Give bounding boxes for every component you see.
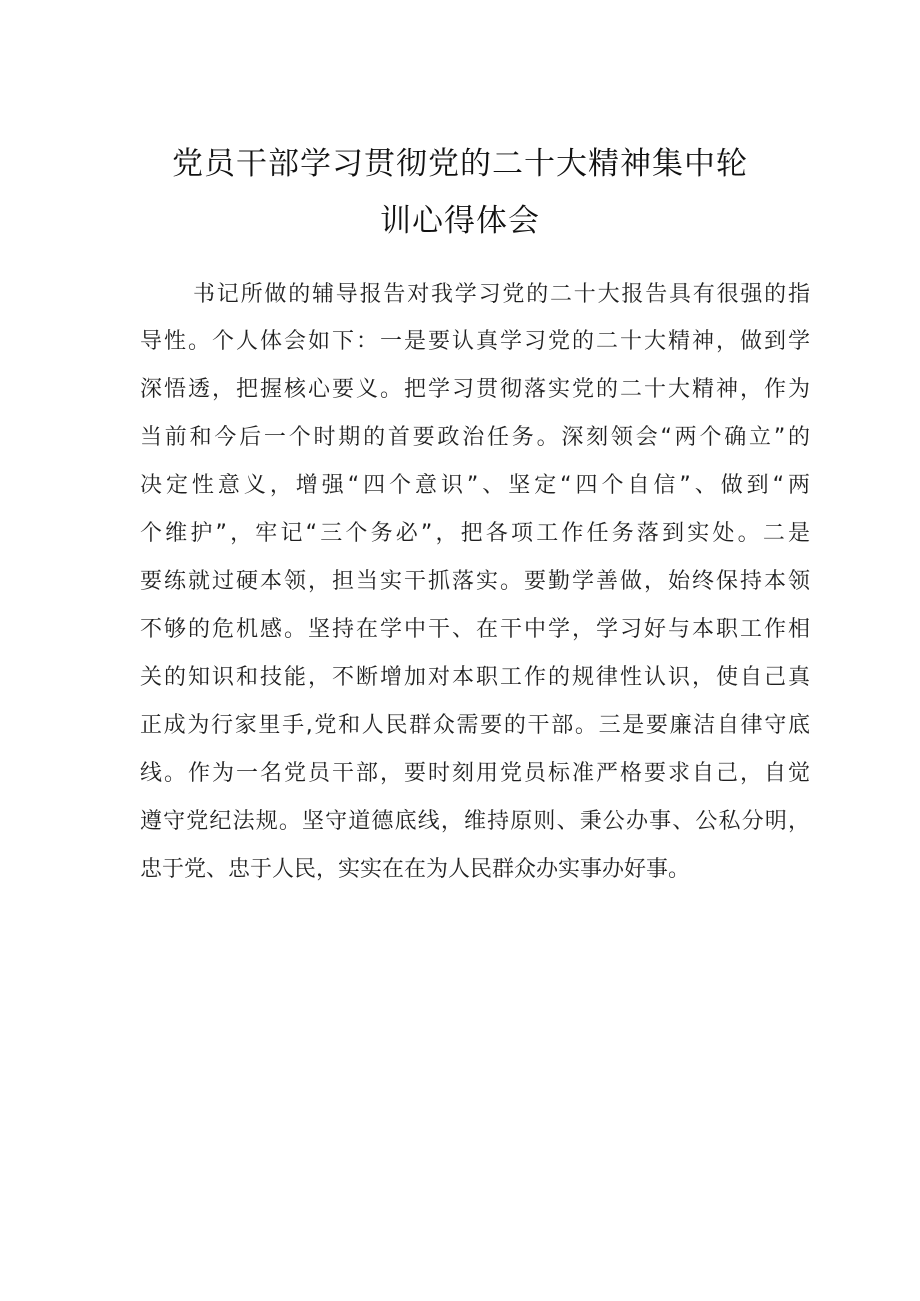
body-line: 书记所做的辅导报告对我学习党的二十大报告具有很强的指 xyxy=(193,282,810,307)
body-line: 不够的危机感。坚持在学中干、在干中学，学习好与本职工作相 xyxy=(140,617,810,642)
body-line: 忠于党、忠于人民，实实在在为人民群众办实事办好事。 xyxy=(140,857,691,882)
body-line: 个维护”，牢记“三个务必”，把各项工作任务落到实处。二是 xyxy=(140,521,810,546)
body-line: 线。作为一名党员干部，要时刻用党员标准严格要求自己，自觉 xyxy=(140,761,810,786)
document-title-line-2: 训心得体会 xyxy=(380,203,540,239)
body-line: 决定性意义，增强“四个意识”、坚定“四个自信”、做到“两 xyxy=(140,473,810,498)
body-line: 遵守党纪法规。坚守道德底线，维持原则、秉公办事、公私分明， xyxy=(140,809,810,834)
body-line: 关的知识和技能，不断增加对本职工作的规律性认识，使自己真 xyxy=(140,665,810,690)
body-line: 深悟透，把握核心要义。把学习贯彻落实党的二十大精神，作为 xyxy=(140,377,810,402)
body-line: 正成为行家里手,党和人民群众需要的干部。三是要廉洁自律守底 xyxy=(140,713,810,738)
body-line: 当前和今后一个时期的首要政治任务。深刻领会“两个确立”的 xyxy=(140,425,811,450)
body-line: 要练就过硬本领，担当实干抓落实。要勤学善做，始终保持本领 xyxy=(140,569,810,594)
document-title-line-1: 党员干部学习贯彻党的二十大精神集中轮 xyxy=(172,146,748,182)
body-line: 导性。个人体会如下：一是要认真学习党的二十大精神，做到学 xyxy=(140,329,810,354)
